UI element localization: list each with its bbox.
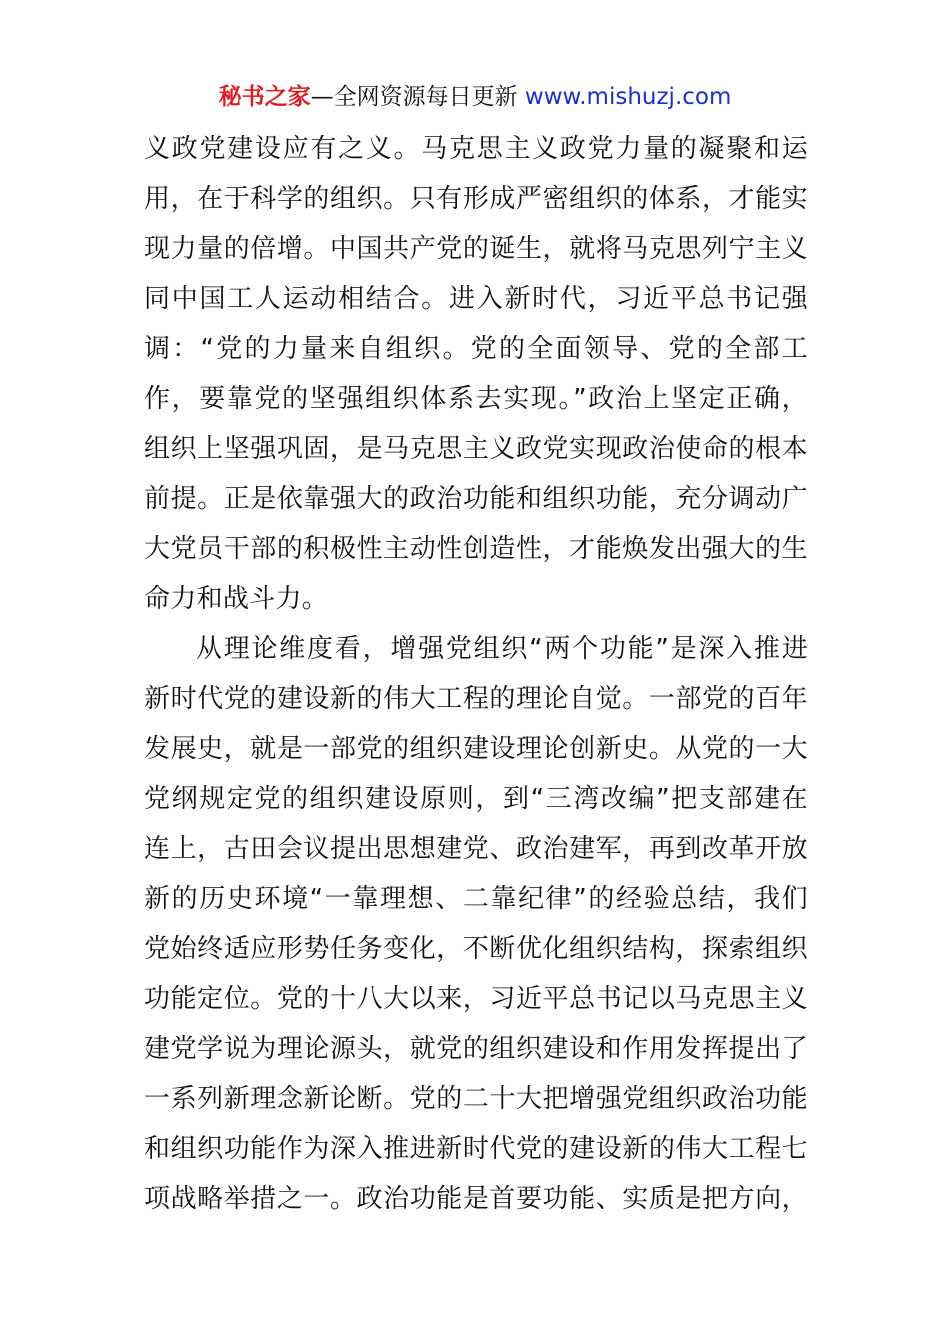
text-line: 党纲规定党的组织建设原则，到“三湾改编”把支部建在: [144, 784, 808, 814]
text-line: 发展史，就是一部党的组织建设理论创新史。从党的一大: [144, 734, 808, 764]
text-line: 和组织功能作为深入推进新时代党的建设新的伟大工程七: [144, 1134, 808, 1164]
text-line: 大党员干部的积极性主动性创造性，才能焕发出强大的生: [144, 534, 808, 564]
document-body: [144, 124, 808, 1224]
site-tagline: —全网资源每日更新: [310, 84, 525, 110]
text-line: 党始终适应形势任务变化，不断优化组织结构，探索组织: [144, 934, 808, 964]
paragraph-2: [144, 624, 808, 1224]
text-line: 前提。正是依靠强大的政治功能和组织功能，充分调动广: [144, 484, 808, 514]
text-line: 功能定位。党的十八大以来，习近平总书记以马克思主义: [144, 984, 808, 1014]
site-brand: 秘书之家: [218, 84, 311, 110]
text-line: 同中国工人运动相结合。进入新时代，习近平总书记强: [144, 284, 808, 314]
text-line: 从理论维度看，增强党组织“两个功能”是深入推进: [196, 634, 808, 664]
text-line: 新时代党的建设新的伟大工程的理论自觉。一部党的百年: [144, 684, 808, 714]
text-line: 新的历史环境“一靠理想、二靠纪律”的经验总结，我们: [144, 884, 808, 914]
text-line: 作，要靠党的坚强组织体系去实现。”政治上坚定正确，: [144, 384, 808, 414]
text-line: 调：“党的力量来自组织。党的全面领导、党的全部工: [144, 334, 808, 364]
text-line: 一系列新理念新论断。党的二十大把增强党组织政治功能: [144, 1084, 808, 1114]
text-line: 组织上坚强巩固，是马克思主义政党实现政治使命的根本: [144, 434, 808, 464]
site-header: [0, 80, 950, 114]
text-line: 用，在于科学的组织。只有形成严密组织的体系，才能实: [144, 184, 808, 214]
paragraph-1: [144, 124, 808, 624]
text-line: 建党学说为理论源头，就党的组织建设和作用发挥提出了: [144, 1034, 808, 1064]
text-line: 现力量的倍增。中国共产党的诞生，就将马克思列宁主义: [144, 234, 808, 264]
text-line: 连上，古田会议提出思想建党、政治建军，再到改革开放: [144, 834, 808, 864]
text-line: 命力和战斗力。: [144, 584, 329, 614]
text-line: 义政党建设应有之义。马克思主义政党力量的凝聚和运: [144, 134, 808, 164]
site-url-link[interactable]: www.mishuzj.com: [524, 84, 732, 110]
text-line: 项战略举措之一。政治功能是首要功能、实质是把方向，: [144, 1184, 808, 1214]
